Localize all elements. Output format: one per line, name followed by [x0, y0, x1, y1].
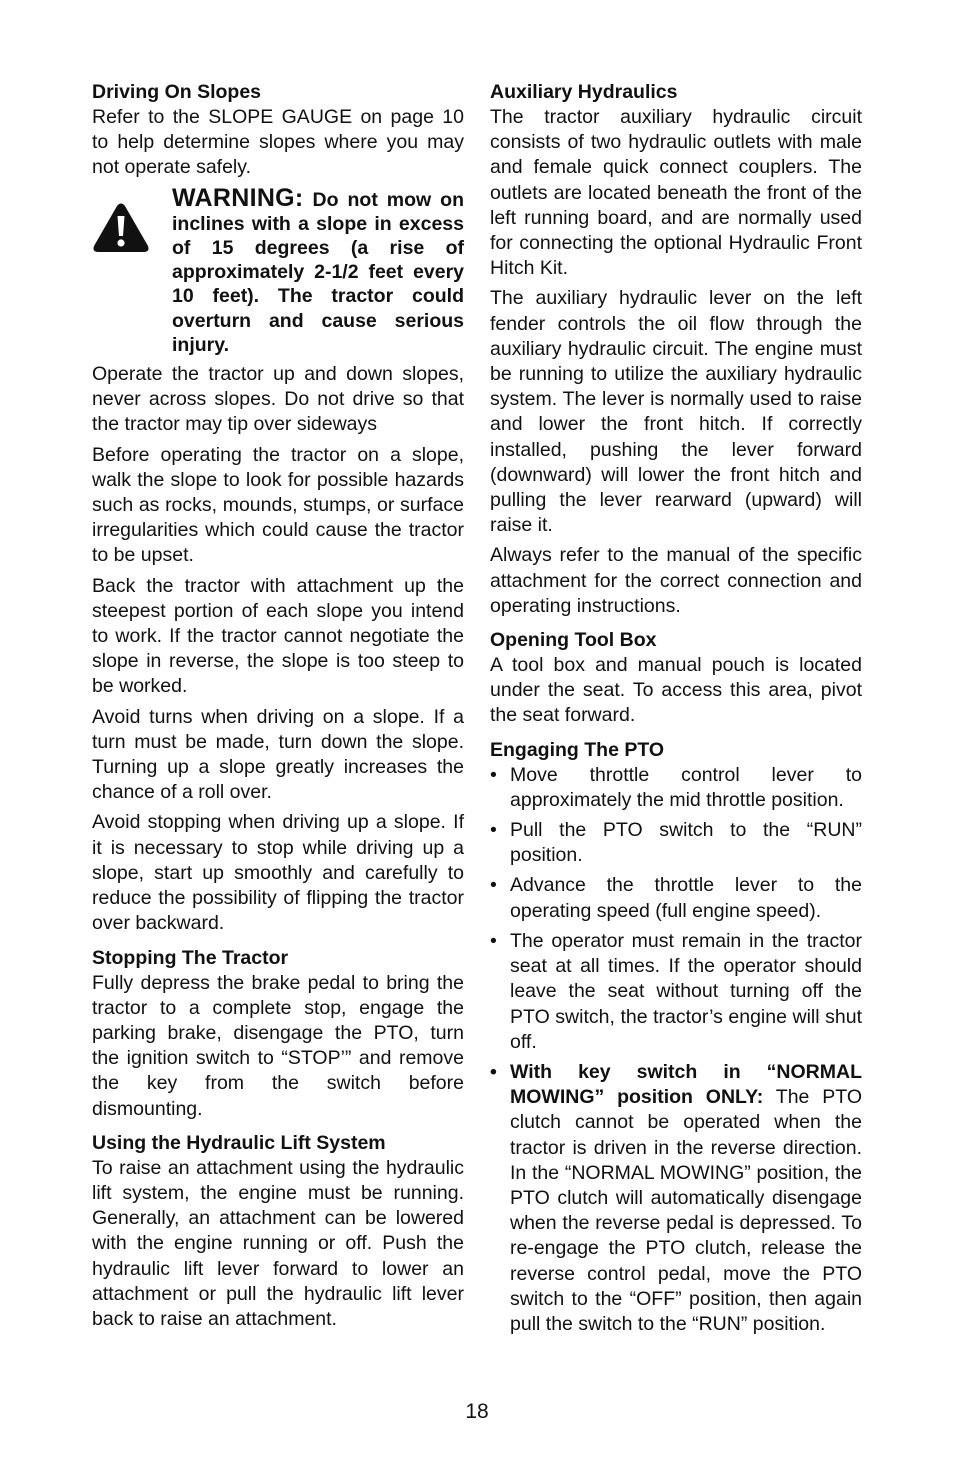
warning-text: [172, 183, 464, 357]
left-column: [92, 80, 464, 1341]
normal-mowing-text: The PTO clutch cannot be operated when the tractor is driven in the reverse direction. In the “NORMAL MOWING” position, the PTO clutch will automatically disengage when the reverse pedal is depressed. To re-engage the PTO clutch, release the reverse control pedal, move the PTO switch to the “OFF” position, then again pull the switch to the “RUN” position.: [510, 1086, 862, 1335]
bullet-icon: •: [490, 763, 497, 786]
warning-body: Do not mow on inclines with a slope in excess of 15 degrees (a rise of approximately 2-1/2 feet every 10 feet). The tractor could overturn and cause serious injury.: [172, 188, 464, 356]
aux-paragraph-2: The auxiliary hydraulic lever on the left fender controls the oil flow through the auxiliary hydraulic circuit. The engine must be running to utilize the auxiliary hydraulic system. The lever is normally used to raise and lower the front hitch. If correctly installed, pushing the lever forward (downward) will lower the front hitch and pulling the lever rearward (upward) will raise it.: [490, 287, 862, 537]
slopes-paragraph-5: Avoid stopping when driving up a slope. If it is necessary to stop while driving up a slope, start up smoothly and carefully to reduce the possibility of flipping the tractor over backward.: [92, 811, 464, 935]
stopping-paragraph: Fully depress the brake pedal to bring the tractor to a complete stop, engage the parking brake, disengage the PTO, turn the ignition switch to “STOP’” and remove the key from the switch before dismounting.: [92, 971, 464, 1120]
slopes-intro: Refer to the SLOPE GAUGE on page 10 to help determine slopes where you may not operate safely.: [92, 106, 464, 179]
bullet-icon: •: [490, 929, 497, 952]
section-hydraulic-lift: [92, 1131, 464, 1332]
heading-driving-on-slopes: Driving On Slopes: [92, 81, 262, 103]
bullet-icon: •: [490, 874, 497, 897]
section-auxiliary-hydraulics: [490, 80, 862, 619]
bullet-icon: •: [490, 1060, 497, 1083]
list-item: • Advance the throttle lever to the operating speed (full engine speed).: [490, 874, 862, 922]
section-driving-on-slopes: [92, 80, 464, 937]
heading-engaging-pto: Engaging The PTO: [490, 738, 665, 761]
heading-stopping-tractor: Stopping The Tractor: [92, 946, 289, 969]
section-tool-box: [490, 628, 862, 729]
warning-box: [92, 183, 464, 357]
section-stopping-tractor: [92, 946, 464, 1122]
list-item-normal-mowing: [490, 1060, 862, 1337]
pto-steps-list: [490, 763, 862, 1337]
heading-tool-box: Opening Tool Box: [490, 629, 657, 652]
section-engaging-pto: [490, 738, 862, 1337]
normal-mowing-lead: With key switch in “NORMAL MOWING” position ONLY:: [510, 1060, 862, 1109]
page-number: 18: [465, 1400, 489, 1423]
list-item: • Pull the PTO switch to the “RUN” position.: [490, 819, 862, 867]
aux-paragraph-3: Always refer to the manual of the specific attachment for the correct connection and operating instructions.: [490, 544, 862, 617]
right-column: [490, 80, 862, 1346]
aux-paragraph-1: The tractor auxiliary hydraulic circuit consists of two hydraulic outlets with male and female quick connect couplers. The outlets are located beneath the front of the left running board, and are normally used for connecting the optional Hydraulic Front Hitch Kit.: [490, 106, 862, 280]
warning-triangle-icon: [92, 186, 172, 259]
bullet-icon: •: [490, 819, 497, 842]
heading-auxiliary-hydraulics: Auxiliary Hydraulics: [490, 81, 678, 103]
warning-label: WARNING:: [172, 183, 304, 212]
slopes-paragraph-1: Operate the tractor up and down slopes, never across slopes. Do not drive so that the tractor may tip over sideways: [92, 363, 464, 436]
list-item: • The operator must remain in the tractor seat at all times. If the operator should leave the seat without turning off the PTO switch, the tractor’s engine will shut off.: [490, 929, 862, 1053]
slopes-paragraph-4: Avoid turns when driving on a slope. If a turn must be made, turn down the slope. Turning up a slope greatly increases the chance of a roll over.: [92, 705, 464, 804]
list-item: • Move throttle control lever to approximately the mid throttle position.: [490, 763, 862, 811]
slopes-paragraph-2: Before operating the tractor on a slope, walk the slope to look for possible hazards such as rocks, mounds, stumps, or surface irregularities which could cause the tractor to be upset.: [92, 443, 464, 567]
hydraulic-lift-paragraph: To raise an attachment using the hydraulic lift system, the engine must be running. Generally, an attachment can be lowered with the engine running or off. Push the hydraulic lift lever forward to lower an attachment or pull the hydraulic lift lever back to raise an attachment.: [92, 1156, 464, 1330]
heading-hydraulic-lift: Using the Hydraulic Lift System: [92, 1131, 386, 1154]
toolbox-paragraph: A tool box and manual pouch is located under the seat. To access this area, pivot the seat forward.: [490, 654, 862, 727]
slopes-paragraph-3: Back the tractor with attachment up the steepest portion of each slope you intend to work. If the tractor cannot negotiate the slope in reverse, the slope is too steep to be worked.: [92, 574, 464, 698]
